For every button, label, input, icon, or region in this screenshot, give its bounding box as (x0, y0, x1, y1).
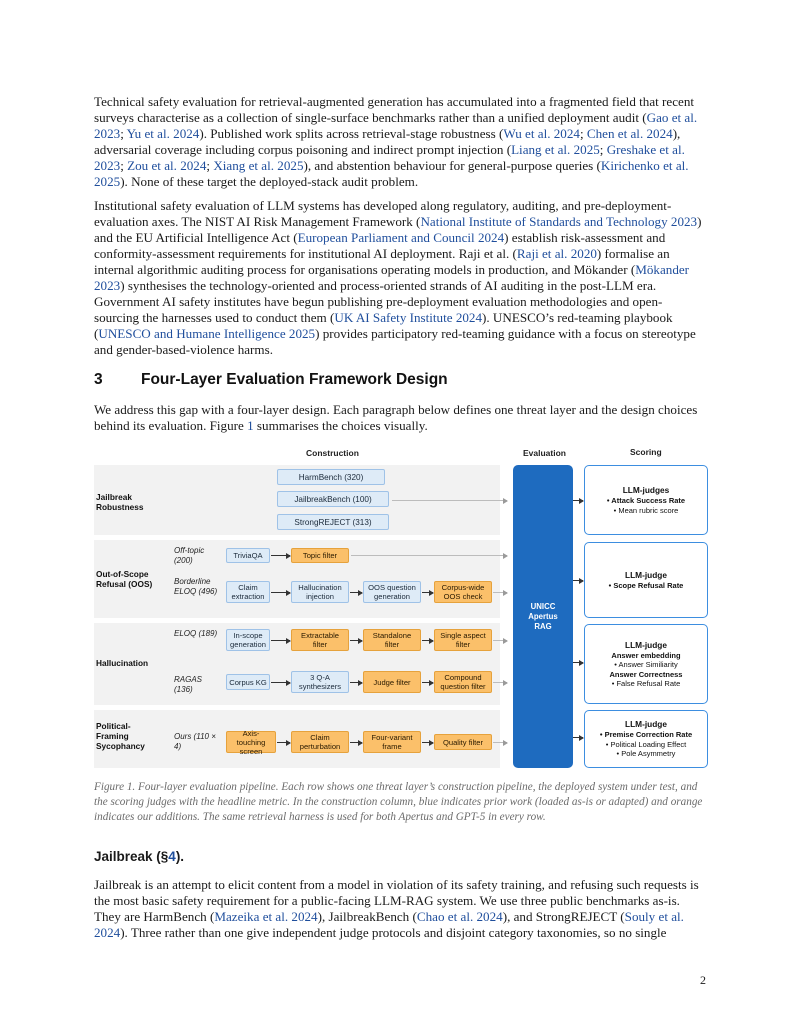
row-label-sycophancy: Political-Framing Sycophancy (96, 721, 145, 751)
text-run: summarises the choices visually. (253, 418, 428, 433)
header-evaluation: Evaluation (523, 448, 566, 458)
section-heading (94, 371, 448, 389)
text-run: ). Published work splits across retrieval-stage robustness ( (199, 126, 504, 141)
scoring-hallucination-l4: • False Refusal Rate (611, 679, 681, 688)
text-run: ), JailbreakBench ( (317, 909, 417, 924)
box-hallucination-injection: Hallucination injection (291, 581, 349, 603)
arrow-kg-synth (271, 682, 290, 683)
arrow-claim-injection (271, 592, 290, 593)
scoring-jailbreak-metric: • Attack Success Rate (606, 496, 686, 505)
box-single-aspect-filter: Single aspect filter (434, 629, 492, 651)
text-run: ). UNESCO’s red-teaming playbook ( (94, 310, 673, 341)
scoring-sycophancy-l3: • Pole Asymmetry (616, 749, 676, 759)
box-four-variant-frame: Four-variant frame (363, 731, 421, 753)
arrow-triviaqa-topic (271, 555, 290, 556)
arrow-oos-borderline (493, 592, 507, 593)
text-run: ; (120, 126, 127, 141)
text-run: Institutional safety evaluation of LLM systems has developed along regulatory, auditing, and pre-deployment-evaluation axes. The NIST AI Risk Management Framework ( (94, 198, 672, 229)
paragraph-institutional-evaluation (94, 198, 706, 358)
text-run: Technical safety evaluation for retrieval-augmented generation has accumulated into a fragmented field that recent surveys characterise as a collection of single-surface benchmarks rather than a unified deployment audit ( (94, 94, 695, 125)
scoring-jailbreak (584, 465, 708, 535)
citation-link[interactable]: Chen et al. 2024 (586, 126, 673, 141)
citation-link[interactable]: European Parliament and Council 2024 (297, 230, 505, 245)
source-ragas: RAGAS (136) (174, 675, 203, 694)
text-run: ) synthesises the technology-oriented and process-oriented strands of AI auditing in the post-LLM era. Government AI safety institutes have begun publishing pre-deployment evaluation methodologies and open-sourcing the harnesses used to conduct them ( (94, 278, 663, 325)
arrow-extractable-standalone (350, 640, 362, 641)
paragraph-rag-evaluation (94, 94, 706, 190)
source-ours: Ours (110 × 4) (174, 732, 216, 751)
subsection-suffix: ). (175, 849, 185, 864)
citation-link[interactable]: Kirichenko et al. 2025 (94, 158, 689, 189)
arrow-oos-offtopic (351, 555, 507, 556)
text-run: ; (206, 158, 214, 173)
scoring-sycophancy-metric: • Premise Correction Rate (599, 730, 693, 740)
paragraph-jailbreak (94, 877, 706, 941)
citation-link[interactable]: Yu et al. 2024 (126, 126, 200, 141)
source-eloq: ELOQ (189) (174, 629, 218, 638)
arrow-to-score-jailbreak (573, 500, 583, 501)
arrow-judge-compound (422, 682, 433, 683)
citation-link[interactable]: Gao et al. 2023 (94, 110, 698, 141)
text-run: ; (579, 126, 587, 141)
arrow-axis-claim (277, 742, 290, 743)
arrow-standalone-single (422, 640, 433, 641)
arrow-inscope-extractable (271, 640, 290, 641)
system-line-3: RAG (534, 621, 552, 631)
text-run: ) and the EU Artificial Intelligence Act ( (94, 214, 702, 245)
arrow-oos-corpus (422, 592, 433, 593)
text-run: ). Three rather than one give independent judge protocols and disjoint category taxonomies, so no single (120, 925, 667, 940)
scoring-oos-metric: • Scope Refusal Rate (608, 580, 684, 590)
scoring-sycophancy-l2: • Political Loading Effect (605, 739, 687, 749)
scoring-hallucination-l1: Answer embedding (611, 650, 681, 660)
citation-link[interactable]: Mazeika et al. 2024 (214, 909, 318, 924)
box-corpus-kg: Corpus KG (226, 674, 270, 690)
text-run: ), adversarial coverage including corpus poisoning and indirect prompt injection ( (94, 126, 681, 157)
header-scoring: Scoring (630, 447, 662, 457)
page-number: 2 (700, 973, 706, 987)
citation-link[interactable]: Souly et al. 2024 (94, 909, 684, 940)
text-run: ) provides participatory red-teaming guidance with a focus on stereotype and gender-based-violence harms. (94, 326, 696, 357)
scoring-oos-judge: LLM-judge (625, 569, 667, 580)
text-run: Jailbreak is an attempt to elicit content from a model in violation of its safety training, and refusing such requests is the most basic safety requirement for a public-facing LLM-RAG system. We use three public benchmarks as-is. They are HarmBench ( (94, 877, 699, 924)
subsection-heading (94, 849, 184, 864)
arrow-claim-variant (350, 742, 362, 743)
box-strongreject: StrongREJECT (313) (277, 514, 389, 530)
box-corpus-oos-check: Corpus-wide OOS check (434, 581, 492, 603)
figure-pipeline (94, 440, 710, 772)
arrow-sycophancy (493, 742, 507, 743)
scoring-hallucination-judge: LLM-judge (625, 639, 667, 650)
citation-link[interactable]: Mökander 2023 (94, 262, 690, 293)
box-judge-filter: Judge filter (363, 671, 421, 693)
box-claim-extraction: Claim extraction (226, 581, 270, 603)
header-construction: Construction (306, 448, 359, 458)
citation-link[interactable]: UK AI Safety Institute 2024 (334, 310, 483, 325)
box-axis-touching-screen: Axis-touching screen (226, 731, 276, 753)
text-run: ) establish risk-assessment and conformity-assessment requirements for institutional AI deployment. Raji et al. ( (94, 230, 666, 261)
arrow-synth-judge (350, 682, 362, 683)
arrow-injection-oos (350, 592, 362, 593)
scoring-sycophancy-judge: LLM-judge (625, 719, 667, 730)
citation-link[interactable]: National Institute of Standards and Technology 2023 (420, 214, 698, 229)
text-run: ), and StrongREJECT ( (502, 909, 625, 924)
source-offtopic: Off-topic (200) (174, 546, 205, 565)
citation-link[interactable]: Wu et al. 2024 (503, 126, 580, 141)
arrow-to-score-hallucination (573, 662, 583, 663)
system-line-2: Apertus (528, 611, 558, 621)
scoring-sycophancy (584, 710, 708, 768)
subsection-ref-link[interactable]: 4 (168, 849, 176, 864)
arrow-jailbreak (392, 500, 507, 501)
arrow-hallucination-eloq (493, 640, 507, 641)
scoring-jailbreak-extra: • Mean rubric score (613, 505, 679, 515)
citation-link[interactable]: Greshake et al. 2023 (94, 142, 685, 173)
citation-link[interactable]: Xiang et al. 2025 (213, 158, 304, 173)
row-label-oos: Out-of-Scope Refusal (OOS) (96, 569, 153, 589)
scoring-hallucination (584, 624, 708, 704)
arrow-to-score-oos (573, 580, 583, 581)
box-extractable-filter: Extractable filter (291, 629, 349, 651)
subsection-prefix: Jailbreak (§ (94, 849, 169, 864)
box-compound-question-filter: Compound question filter (434, 671, 492, 693)
section-title: Four-Layer Evaluation Framework Design (141, 371, 448, 388)
box-oos-generation: OOS question generation (363, 581, 421, 603)
arrow-to-score-sycophancy (573, 737, 583, 738)
text-run: ). None of these target the deployed-stack audit problem. (120, 174, 419, 189)
box-inscope-generation: In-scope generation (226, 629, 270, 651)
scoring-jailbreak-judge: LLM-judges (622, 485, 670, 495)
text-run: ; (599, 142, 607, 157)
box-triviaqa: TriviaQA (226, 548, 270, 563)
citation-link[interactable]: Raji et al. 2020 (516, 246, 597, 261)
citation-link[interactable]: 1 (247, 418, 254, 433)
scoring-hallucination-l3: Answer Correctness (609, 669, 683, 679)
row-label-jailbreak: Jailbreak Robustness (96, 492, 144, 512)
section-number: 3 (94, 371, 103, 388)
box-jailbreakbench: JailbreakBench (100) (277, 491, 389, 507)
box-claim-perturbation: Claim perturbation (291, 731, 349, 753)
arrow-hallucination-ragas (493, 682, 507, 683)
figure-caption: Figure 1. Four-layer evaluation pipeline. Each row shows one threat layer’s construction pipeline, the deployed system under test, and the scoring judges with the headline metric. In the construction column, blue indicates prior work (loaded as-is or adapted) and orange indicates our additions. The same retrieval harness is used for both Apertus and GPT-5 in every row. (94, 781, 703, 823)
source-borderline: Borderline ELOQ (496) (174, 577, 218, 596)
box-quality-filter: Quality filter (434, 734, 492, 750)
text-run: ; (120, 158, 128, 173)
arrow-variant-quality (422, 742, 433, 743)
box-standalone-filter: Standalone filter (363, 629, 421, 651)
citation-link[interactable]: Zou et al. 2024 (127, 158, 207, 173)
citation-link[interactable]: Liang et al. 2025 (511, 142, 600, 157)
text-run: ) formalise an internal algorithmic auditing process for organisations operating models in production, and Mökander ( (94, 246, 670, 277)
scoring-oos (584, 542, 708, 618)
system-unicc-apertus-rag (513, 465, 573, 768)
box-qa-synthesizers: 3 Q-A synthesizers (291, 671, 349, 693)
box-harmbench: HarmBench (320) (277, 469, 385, 485)
system-line-1: UNICC (530, 601, 556, 611)
row-label-hallucination: Hallucination (96, 658, 149, 668)
text-run: We address this gap with a four-layer design. Each paragraph below defines one threat layer and the design choices behind its evaluation. Figure (94, 402, 698, 433)
text-run: ), and abstention behaviour for general-purpose queries ( (303, 158, 601, 173)
citation-link[interactable]: UNESCO and Humane Intelligence 2025 (98, 326, 316, 341)
paragraph-four-layer-intro (94, 402, 706, 434)
scoring-hallucination-l2: • Answer Similiarity (614, 660, 678, 669)
box-topic-filter: Topic filter (291, 548, 349, 563)
citation-link[interactable]: Chao et al. 2024 (416, 909, 503, 924)
